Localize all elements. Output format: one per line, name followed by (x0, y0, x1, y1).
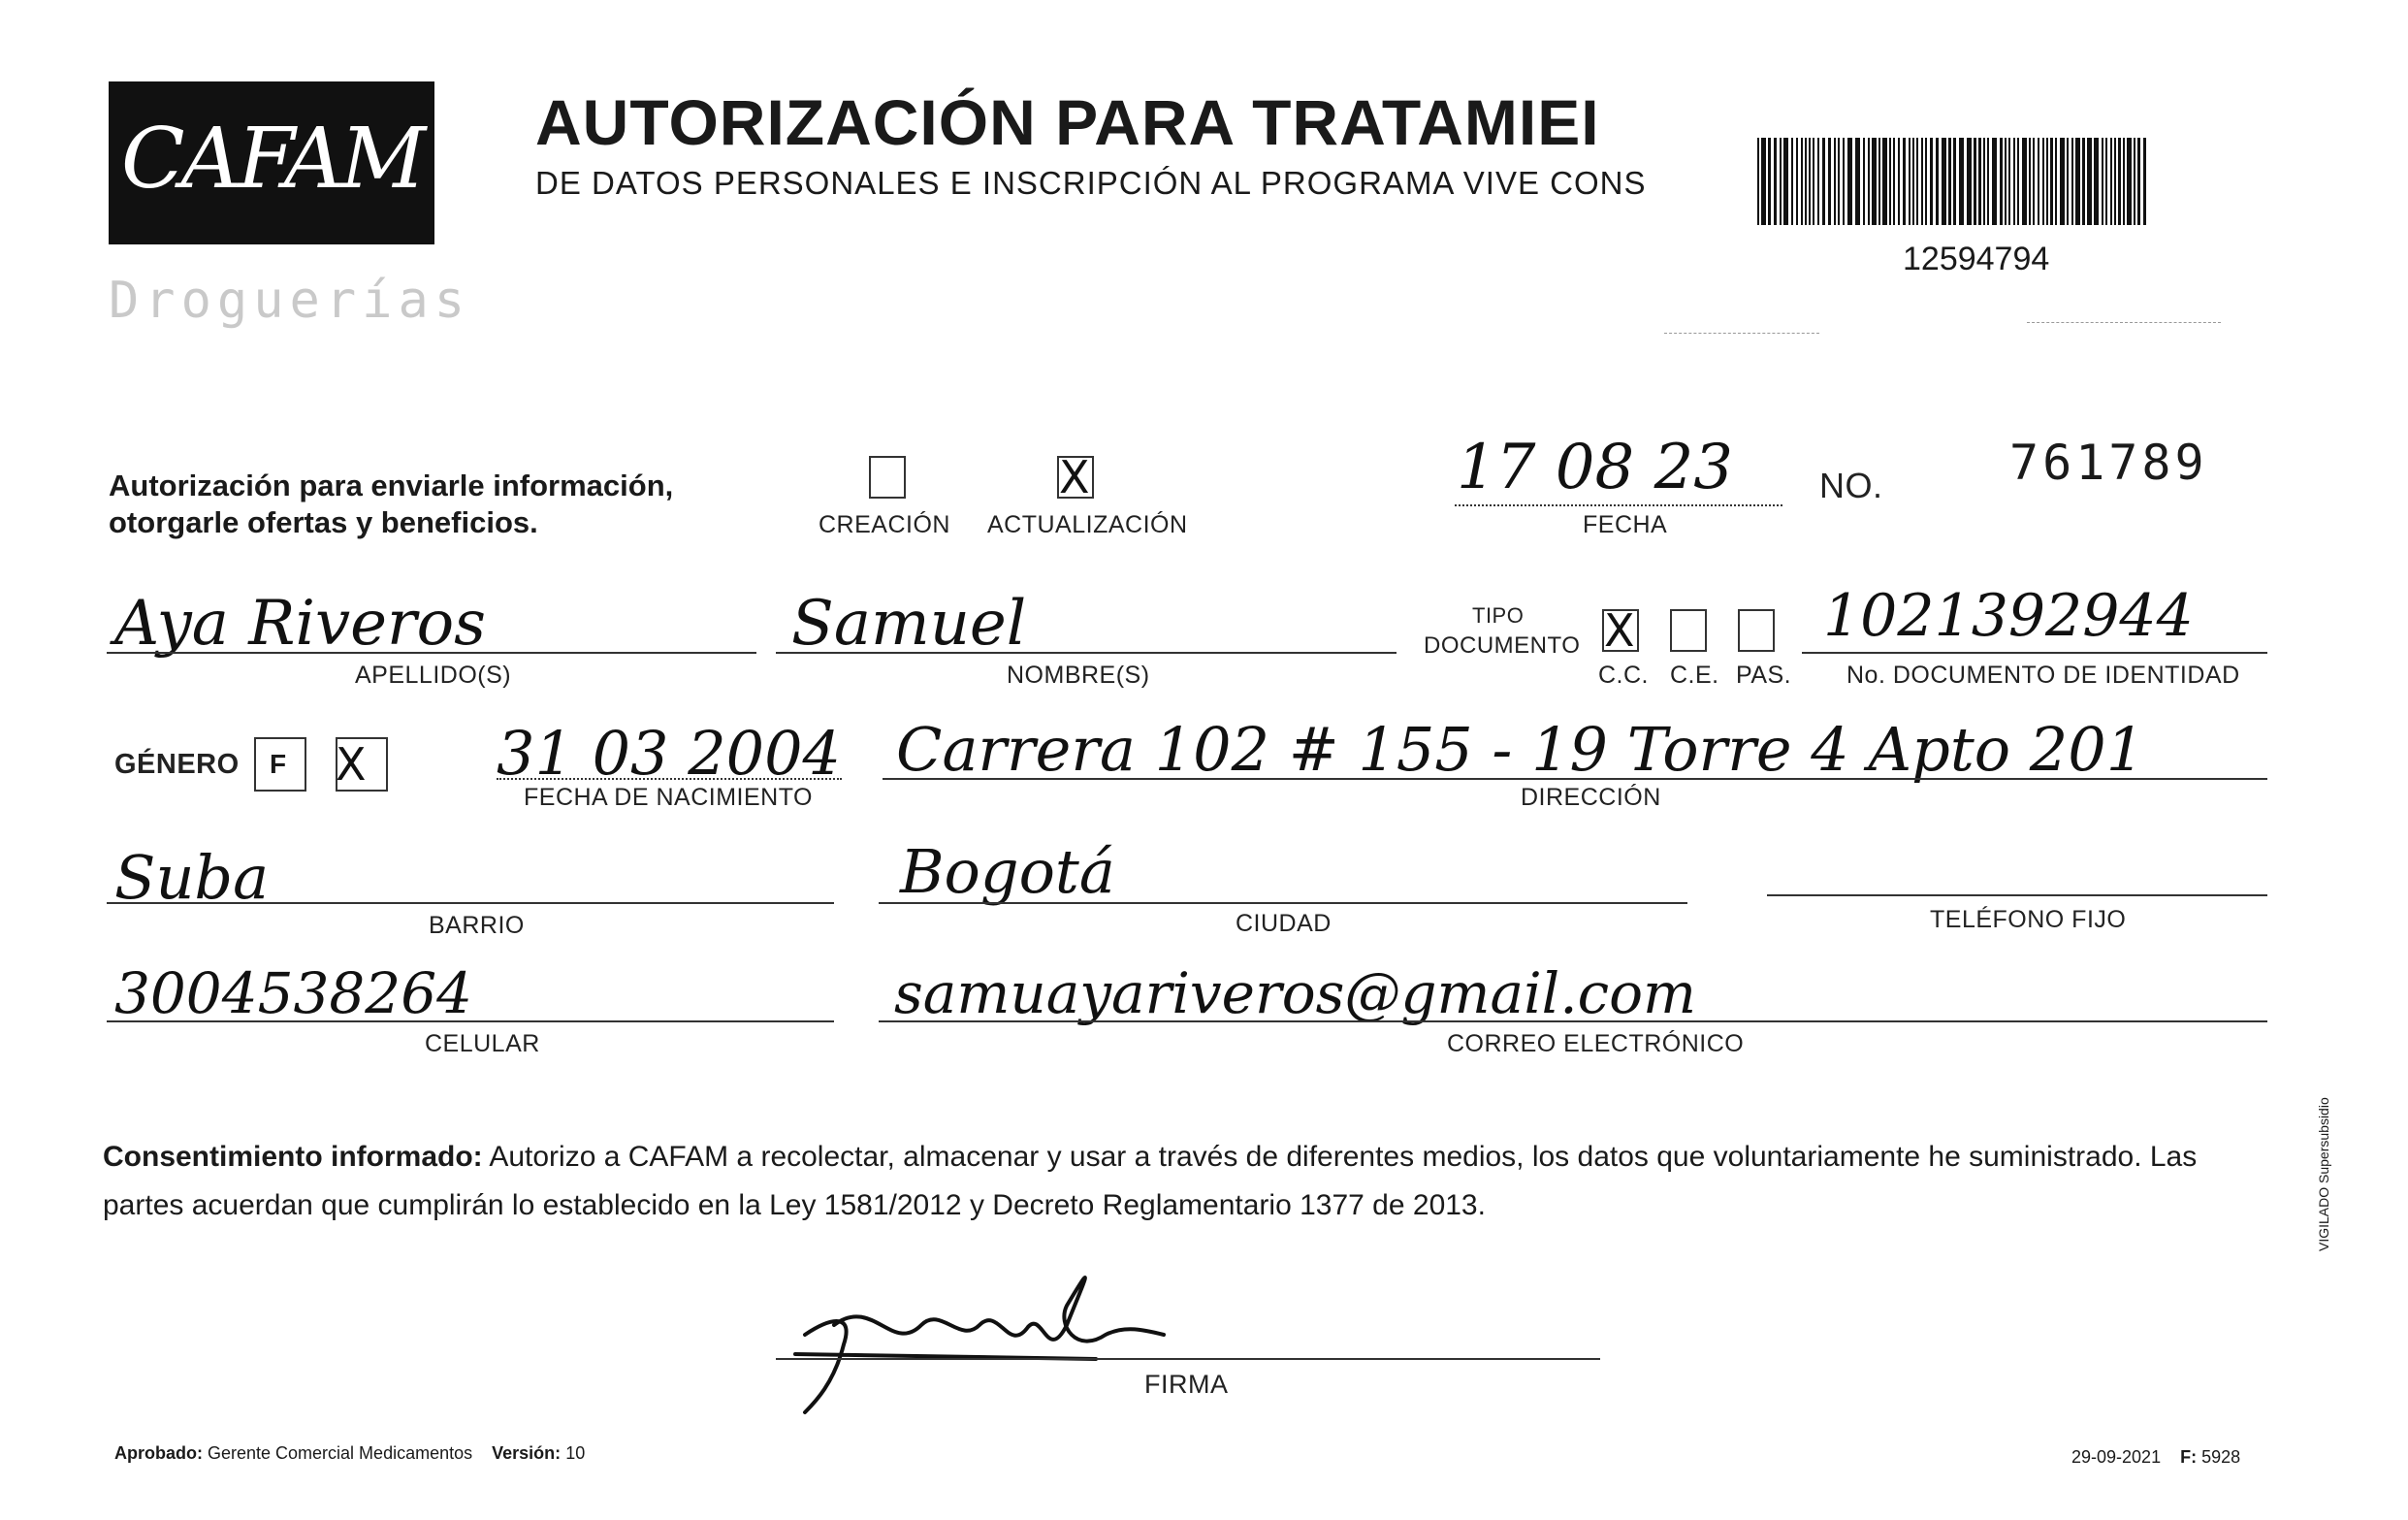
barcode-bar (2017, 138, 2019, 225)
barcode-bar (1930, 138, 1933, 225)
version-label: Versión: (492, 1443, 562, 1463)
barcode-bar (2143, 138, 2146, 225)
barcode-bar (2105, 138, 2107, 225)
fecha-nacimiento-value[interactable]: 31 03 2004 (497, 718, 841, 789)
barcode-bar (1796, 138, 1798, 225)
barcode-bar (1843, 138, 1845, 225)
barcode-bar (1878, 138, 1880, 225)
barrio-label: BARRIO (429, 912, 525, 939)
correo-label: CORREO ELECTRÓNICO (1447, 1030, 1745, 1057)
barcode-bar (1882, 138, 1887, 225)
genero-label: GÉNERO (114, 749, 240, 780)
barcode-bar (1813, 138, 1814, 225)
scan-dash (1664, 333, 1819, 334)
genero-f-checkbox[interactable] (254, 737, 306, 792)
apellidos-value[interactable]: Aya Riveros (114, 588, 486, 660)
ciudad-line (879, 902, 1687, 904)
documento-label: No. DOCUMENTO DE IDENTIDAD (1846, 662, 2240, 689)
barcode-bar (1978, 138, 1981, 225)
barcode-bar (2029, 138, 2031, 225)
barcode-bar (1801, 138, 1803, 225)
barcode-bar (2050, 138, 2053, 225)
signature-label: FIRMA (1144, 1370, 1229, 1399)
fecha-nacimiento-line (497, 778, 842, 780)
f-label: F: (2180, 1447, 2198, 1467)
direccion-value[interactable]: Carrera 102 # 155 - 19 Torre 4 Apto 201 (896, 714, 2145, 785)
barcode-bar (1822, 138, 1825, 225)
actualizacion-label: ACTUALIZACIÓN (987, 511, 1188, 538)
barcode-bar (2071, 138, 2073, 225)
barcode-bar (1809, 138, 1811, 225)
barcode-bar (2134, 138, 2135, 225)
barcode-bar (2008, 138, 2010, 225)
f-value: 5928 (2201, 1447, 2241, 1467)
barcode-bar (1992, 138, 1997, 225)
form-subtitle: DE DATOS PERSONALES E INSCRIPCIÓN AL PROGRAMA VIVE CONS (535, 165, 1647, 201)
barcode-bar (2094, 138, 2099, 225)
barcode-bar (1768, 138, 1771, 225)
creacion-label: CREACIÓN (819, 511, 950, 538)
barcode-bar (1903, 138, 1906, 225)
telefono-line (1767, 894, 2267, 896)
celular-value[interactable]: 3004538264 (114, 960, 473, 1026)
barcode-bar (1868, 138, 1870, 225)
creacion-checkbox[interactable] (869, 456, 906, 499)
genero-f-label: F (270, 749, 287, 779)
barcode-bar (1983, 138, 1985, 225)
barcode-bar (1780, 138, 1782, 225)
doc-pas-label: PAS. (1736, 662, 1792, 689)
telefono-label: TELÉFONO FIJO (1930, 906, 2127, 933)
barcode-bar (2013, 138, 2015, 225)
barcode-bar (1916, 138, 1918, 225)
footer-date-code (2071, 1447, 2240, 1468)
barcode-bar (1847, 138, 1852, 225)
barcode-bar (1967, 138, 1972, 225)
barcode-bar (1953, 138, 1956, 225)
tipo-documento-label-2: DOCUMENTO (1424, 632, 1581, 659)
barcode-bar (1828, 138, 1831, 225)
barcode-bar (2114, 138, 2116, 225)
barcode-bar (1909, 138, 1910, 225)
nombres-label: NOMBRE(S) (1007, 662, 1150, 689)
logo-subtext: Droguerías (109, 272, 471, 330)
barcode-bar (2033, 138, 2035, 225)
direccion-line (883, 778, 2267, 780)
barrio-line (107, 902, 834, 904)
barcode-bar (1921, 138, 1923, 225)
barcode-bar (1948, 138, 1951, 225)
barcode-bar (1974, 138, 1976, 225)
barcode-bar (1805, 138, 1807, 225)
barcode-bar (1774, 138, 1777, 225)
doc-ce-label: C.E. (1670, 662, 1719, 689)
form-number: 761789 (2009, 435, 2208, 491)
barcode-bar (2046, 138, 2048, 225)
scan-dash (2027, 322, 2221, 323)
barcode-bar (2127, 138, 2132, 225)
consent-text: Autorizo a CAFAM a recolectar, almacenar y usar a través de diferentes medios, los datos que voluntariamente he suministrado. Las partes acuerdan que cumplirán lo establecido en la Ley 1581/2012 y Decreto Reglamentario 1377 de 2013. (103, 1141, 2198, 1221)
version-value: 10 (565, 1443, 586, 1463)
barcode-bar (1817, 138, 1819, 225)
barcode-bar (1783, 138, 1788, 225)
barcode-bar (1942, 138, 1946, 225)
apellidos-label: APELLIDO(S) (355, 662, 512, 689)
footer-approval (114, 1443, 585, 1464)
doc-cc-checkbox[interactable] (1602, 604, 1639, 657)
barcode-bar (2038, 138, 2039, 225)
fecha-nacimiento-label: FECHA DE NACIMIENTO (524, 784, 813, 811)
barcode-bar (1893, 138, 1895, 225)
cafam-logo (109, 81, 434, 244)
barcode-bar (1872, 138, 1877, 225)
barcode-bar (2042, 138, 2044, 225)
genero-m-cross: X (336, 738, 367, 791)
doc-ce-checkbox[interactable] (1670, 609, 1707, 652)
barcode-bar (2110, 138, 2112, 225)
barcode-bar (2118, 138, 2121, 225)
direccion-label: DIRECCIÓN (1521, 784, 1661, 811)
barcode-bar (2102, 138, 2103, 225)
authorization-text: Autorización para enviarle información, otorgarle ofertas y beneficios. (109, 469, 674, 539)
fecha-label: FECHA (1583, 511, 1668, 538)
barcode-bar (2055, 138, 2057, 225)
barcode-number: 12594794 (1903, 241, 2050, 277)
barcode-bar (1889, 138, 1891, 225)
correo-value[interactable]: samuayariveros@gmail.com (894, 960, 1697, 1026)
doc-cc-label: C.C. (1598, 662, 1649, 689)
barcode-bar (1761, 138, 1766, 225)
barcode (1757, 138, 2147, 225)
barcode-bar (1912, 138, 1914, 225)
barcode-bar (2075, 138, 2080, 225)
documento-line (1802, 652, 2267, 654)
tipo-documento-label-1: TIPO (1472, 603, 1525, 628)
barcode-bar (2082, 138, 2085, 225)
actualizacion-mark: X (1059, 451, 1090, 503)
barcode-bar (2123, 138, 2125, 225)
consent-paragraph (103, 1133, 2275, 1230)
barcode-bar (2022, 138, 2027, 225)
form-title: AUTORIZACIÓN PARA TRATAMIEI (535, 86, 1600, 158)
barcode-bar (1855, 138, 1860, 225)
ciudad-label: CIUDAD (1236, 910, 1332, 937)
barcode-bar (1863, 138, 1865, 225)
doc-cc-mark: X (1604, 604, 1635, 657)
signature-line (776, 1358, 1600, 1360)
barcode-bar (1791, 138, 1793, 225)
footer-date: 29-09-2021 (2071, 1447, 2162, 1467)
celular-line (107, 1020, 834, 1022)
barcode-bar (1925, 138, 1927, 225)
barcode-bar (2005, 138, 2007, 225)
barcode-bar (1757, 138, 1759, 225)
logo-text: CAFAM (120, 111, 423, 208)
consent-heading: Consentimiento informado: (103, 1141, 483, 1173)
fecha-line (1455, 504, 1782, 506)
barcode-bar (1936, 138, 1939, 225)
barrio-value[interactable]: Suba (114, 842, 270, 913)
no-label: NO. (1819, 466, 1883, 505)
barcode-bar (2067, 138, 2069, 225)
barcode-bar (1838, 138, 1840, 225)
barcode-bar (1987, 138, 1989, 225)
ciudad-value[interactable]: Bogotá (900, 836, 1115, 907)
barcode-bar (1834, 138, 1836, 225)
barcode-bar (2137, 138, 2140, 225)
nombres-line (776, 652, 1397, 654)
fecha-value[interactable]: 17 08 23 (1457, 432, 1733, 503)
vertical-stamp: VIGILADO Supersubsidio (2316, 1097, 2331, 1251)
documento-value[interactable]: 1021392944 (1823, 582, 2194, 650)
apellidos-line (107, 652, 756, 654)
aprobado-label: Aprobado: (114, 1443, 203, 1463)
actualizacion-checkbox[interactable] (1057, 451, 1094, 503)
barcode-bar (2000, 138, 2003, 225)
correo-line (879, 1020, 2267, 1022)
barcode-bar (1898, 138, 1900, 225)
barcode-bar (2087, 138, 2092, 225)
celular-label: CELULAR (425, 1030, 540, 1057)
aprobado-value: Gerente Comercial Medicamentos (208, 1443, 473, 1463)
barcode-bar (1959, 138, 1964, 225)
nombres-value[interactable]: Samuel (791, 588, 1027, 660)
doc-pas-checkbox[interactable] (1738, 609, 1775, 652)
barcode-bar (2060, 138, 2065, 225)
